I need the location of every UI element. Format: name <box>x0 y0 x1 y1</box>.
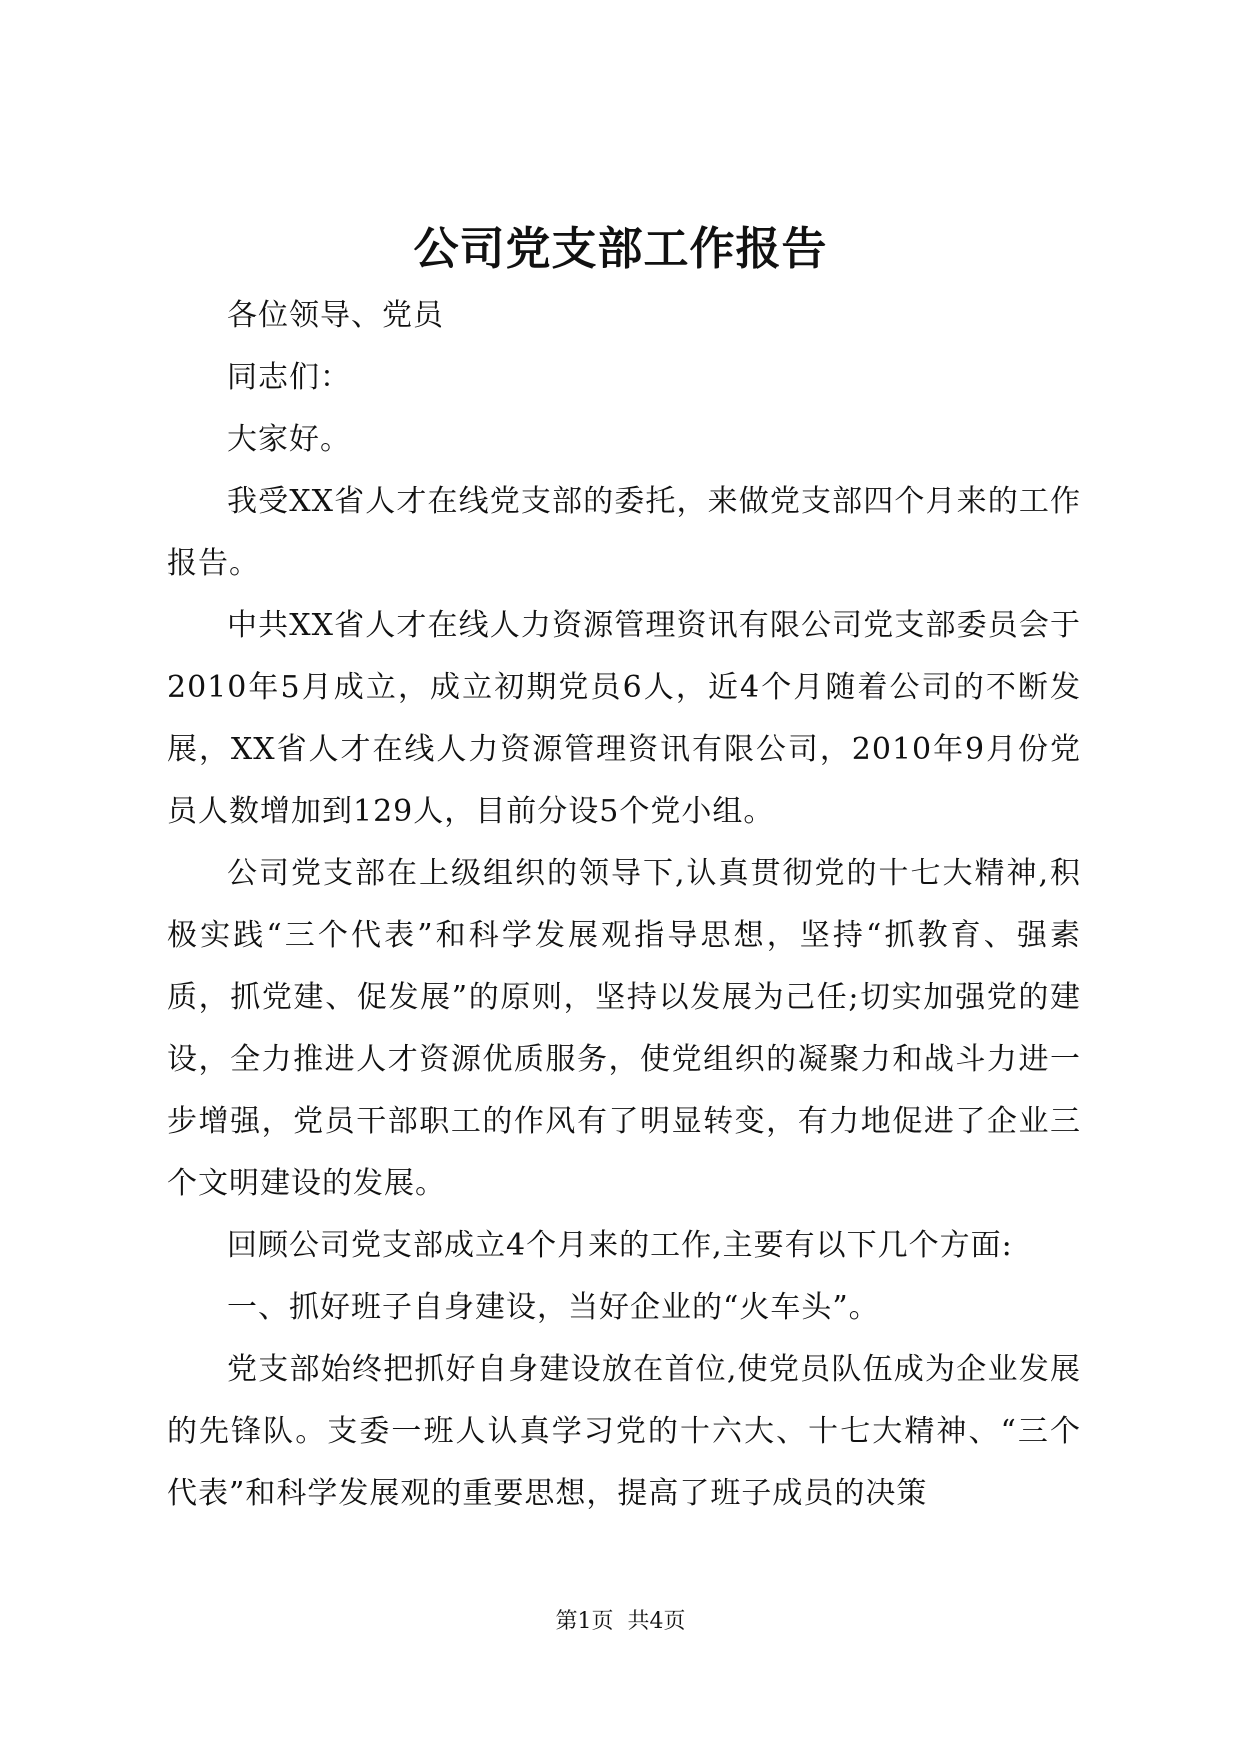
section-heading: 一、抓好班子自身建设，当好企业的“火车头”。 <box>227 1290 880 1325</box>
document-body <box>167 285 1081 1525</box>
page-label-prefix: 第 <box>555 1609 578 1634</box>
body-paragraph: 中共XX省人才在线人力资源管理资讯有限公司党支部委员会于2010年5月成立，成立初期党员6人，近4个月随着公司的不断发展，XX省人才在线人力资源管理资讯有限公司，2010年9月份党员人数增加到129人，目前分设5个党小组。 <box>167 608 1081 829</box>
document-title: 公司党支部工作报告 <box>413 222 828 275</box>
body-paragraph: 回顾公司党支部成立4个月来的工作,主要有以下几个方面: <box>227 1228 1013 1263</box>
total-pages: 4 <box>649 1609 664 1634</box>
body-paragraph: 公司党支部在上级组织的领导下,认真贯彻党的十七大精神,积极实践“三个代表”和科学发展观指导思想，坚持“抓教育、强素质，抓党建、促发展”的原则，坚持以发展为己任;切实加强党的建设，全力推进人才资源优质服务，使党组织的凝聚力和战斗力进一步增强，党员干部职工的作风有了明显转变，有力地促进了企业三个文明建设的发展。 <box>167 856 1081 1201</box>
page-label-suffix: 页 <box>591 1609 614 1634</box>
total-suffix: 页 <box>663 1609 686 1634</box>
body-paragraph: 党支部始终把抓好自身建设放在首位,使党员队伍成为企业发展的先锋队。支委一班人认真学习党的十六大、十七大精神、“三个代表”和科学发展观的重要思想，提高了班子成员的决策 <box>167 1352 1081 1511</box>
total-prefix: 共 <box>627 1609 650 1634</box>
body-paragraph: 我受XX省人才在线党支部的委托，来做党支部四个月来的工作报告。 <box>167 484 1081 581</box>
greeting-line: 大家好。 <box>227 422 351 457</box>
salutation-line: 同志们： <box>227 360 351 395</box>
page-footer <box>0 1607 1241 1637</box>
footer-spacer <box>614 1609 628 1634</box>
salutation-line: 各位领导、党员 <box>227 298 444 333</box>
page-number: 1 <box>577 1609 592 1634</box>
